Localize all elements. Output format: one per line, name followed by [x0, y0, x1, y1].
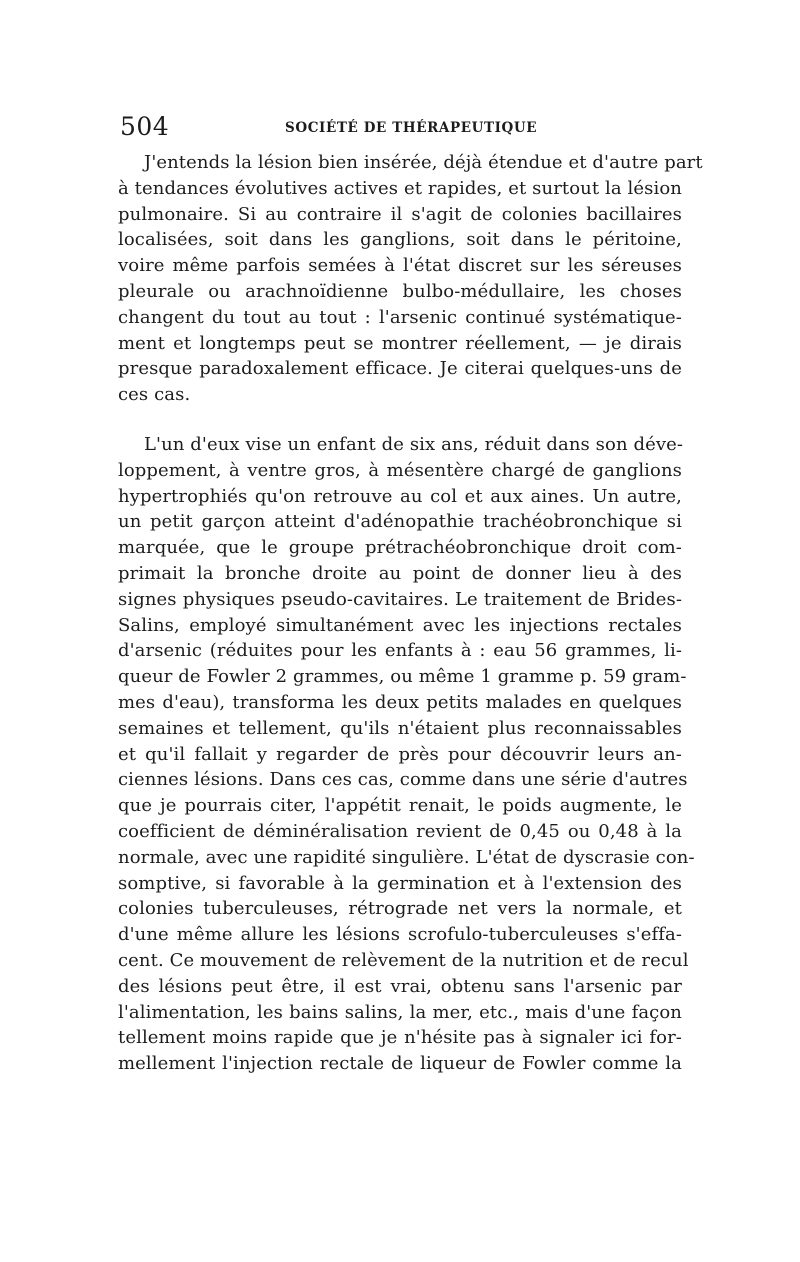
text-line: l'alimentation, les bains salins, la mer, etc., mais d'une façon — [118, 1001, 682, 1023]
text-line: tellement moins rapide que je n'hésite pas à signaler ici for- — [118, 1027, 682, 1049]
running-title: SOCIÉTÉ DE THÉRAPEUTIQUE — [285, 120, 538, 136]
text-line: localisées, soit dans les ganglions, soit dans le péritoine, — [118, 229, 682, 251]
text-line: que je pourrais citer, l'appétit renait, le poids augmente, le — [118, 795, 682, 817]
text-line: un petit garçon atteint d'adénopathie trachéobronchique si — [118, 511, 682, 533]
text-line: presque paradoxalement efficace. Je citerai quelques-uns de — [118, 358, 682, 380]
body-text — [118, 150, 703, 1077]
text-line: d'une même allure les lésions scrofulo-tuberculeuses s'effa- — [118, 924, 682, 946]
text-line: ciennes lésions. Dans ces cas, comme dans une série d'autres — [118, 769, 688, 791]
page-number: 504 — [120, 112, 170, 141]
text-line: mellement l'injection rectale de liqueur de Fowler comme la — [118, 1053, 682, 1075]
text-line: L'un d'eux vise un enfant de six ans, réduit dans son déve- — [144, 433, 684, 455]
text-line: ment et longtemps peut se montrer réellement, — je dirais — [118, 332, 682, 354]
text-line: d'arsenic (réduites pour les enfants à : eau 56 grammes, li- — [118, 640, 682, 662]
text-line: coefficient de déminéralisation revient de 0,45 ou 0,48 à la — [118, 820, 682, 842]
text-line: ces cas. — [118, 384, 191, 406]
text-line: J'entends la lésion bien insérée, déjà étendue et d'autre part — [144, 152, 703, 173]
text-line: mes d'eau), transforma les deux petits malades en quelques — [118, 691, 682, 713]
text-line: changent du tout au tout : l'arsenic continué systématique- — [118, 306, 682, 328]
text-line: somptive, si favorable à la germination et à l'extension des — [118, 872, 682, 894]
text-line: primait la bronche droite au point de donner lieu à des — [118, 562, 682, 584]
page-header — [120, 112, 682, 142]
text-line: des lésions peut être, il est vrai, obtenu sans l'arsenic par — [118, 975, 682, 997]
paragraph — [118, 432, 695, 1077]
text-line: queur de Fowler 2 grammes, ou même 1 gramme p. 59 gram- — [118, 666, 687, 688]
text-line: pleurale ou arachnoïdienne bulbo-médullaire, les choses — [118, 280, 682, 302]
text-line: marquée, que le groupe prétrachéobronchique droit com- — [118, 537, 682, 559]
text-line: colonies tuberculeuses, rétrograde net vers la normale, et — [118, 898, 682, 920]
text-line: Salins, employé simultanément avec les injections rectales — [118, 614, 682, 636]
text-line: hypertrophiés qu'on retrouve au col et aux aines. Un autre, — [118, 485, 682, 507]
text-line: cent. Ce mouvement de relèvement de la nutrition et de recul — [118, 949, 689, 971]
text-line: semaines et tellement, qu'ils n'étaient plus reconnaissables — [118, 717, 682, 739]
text-line: à tendances évolutives actives et rapides, et surtout la lésion — [118, 177, 682, 199]
paragraph-spacer — [118, 408, 682, 432]
text-line: signes physiques pseudo-cavitaires. Le traitement de Brides- — [118, 588, 682, 610]
text-line: loppement, à ventre gros, à mésentère chargé de ganglions — [118, 459, 682, 481]
text-line: voire même parfois semées à l'état discret sur les séreuses — [118, 255, 682, 277]
paragraph — [118, 150, 703, 408]
text-line: et qu'il fallait y regarder de près pour découvrir leurs an- — [118, 743, 682, 765]
text-line: pulmonaire. Si au contraire il s'agit de colonies bacillaires — [118, 203, 682, 225]
text-line: normale, avec une rapidité singulière. L'état de dyscrasie con- — [118, 846, 695, 868]
